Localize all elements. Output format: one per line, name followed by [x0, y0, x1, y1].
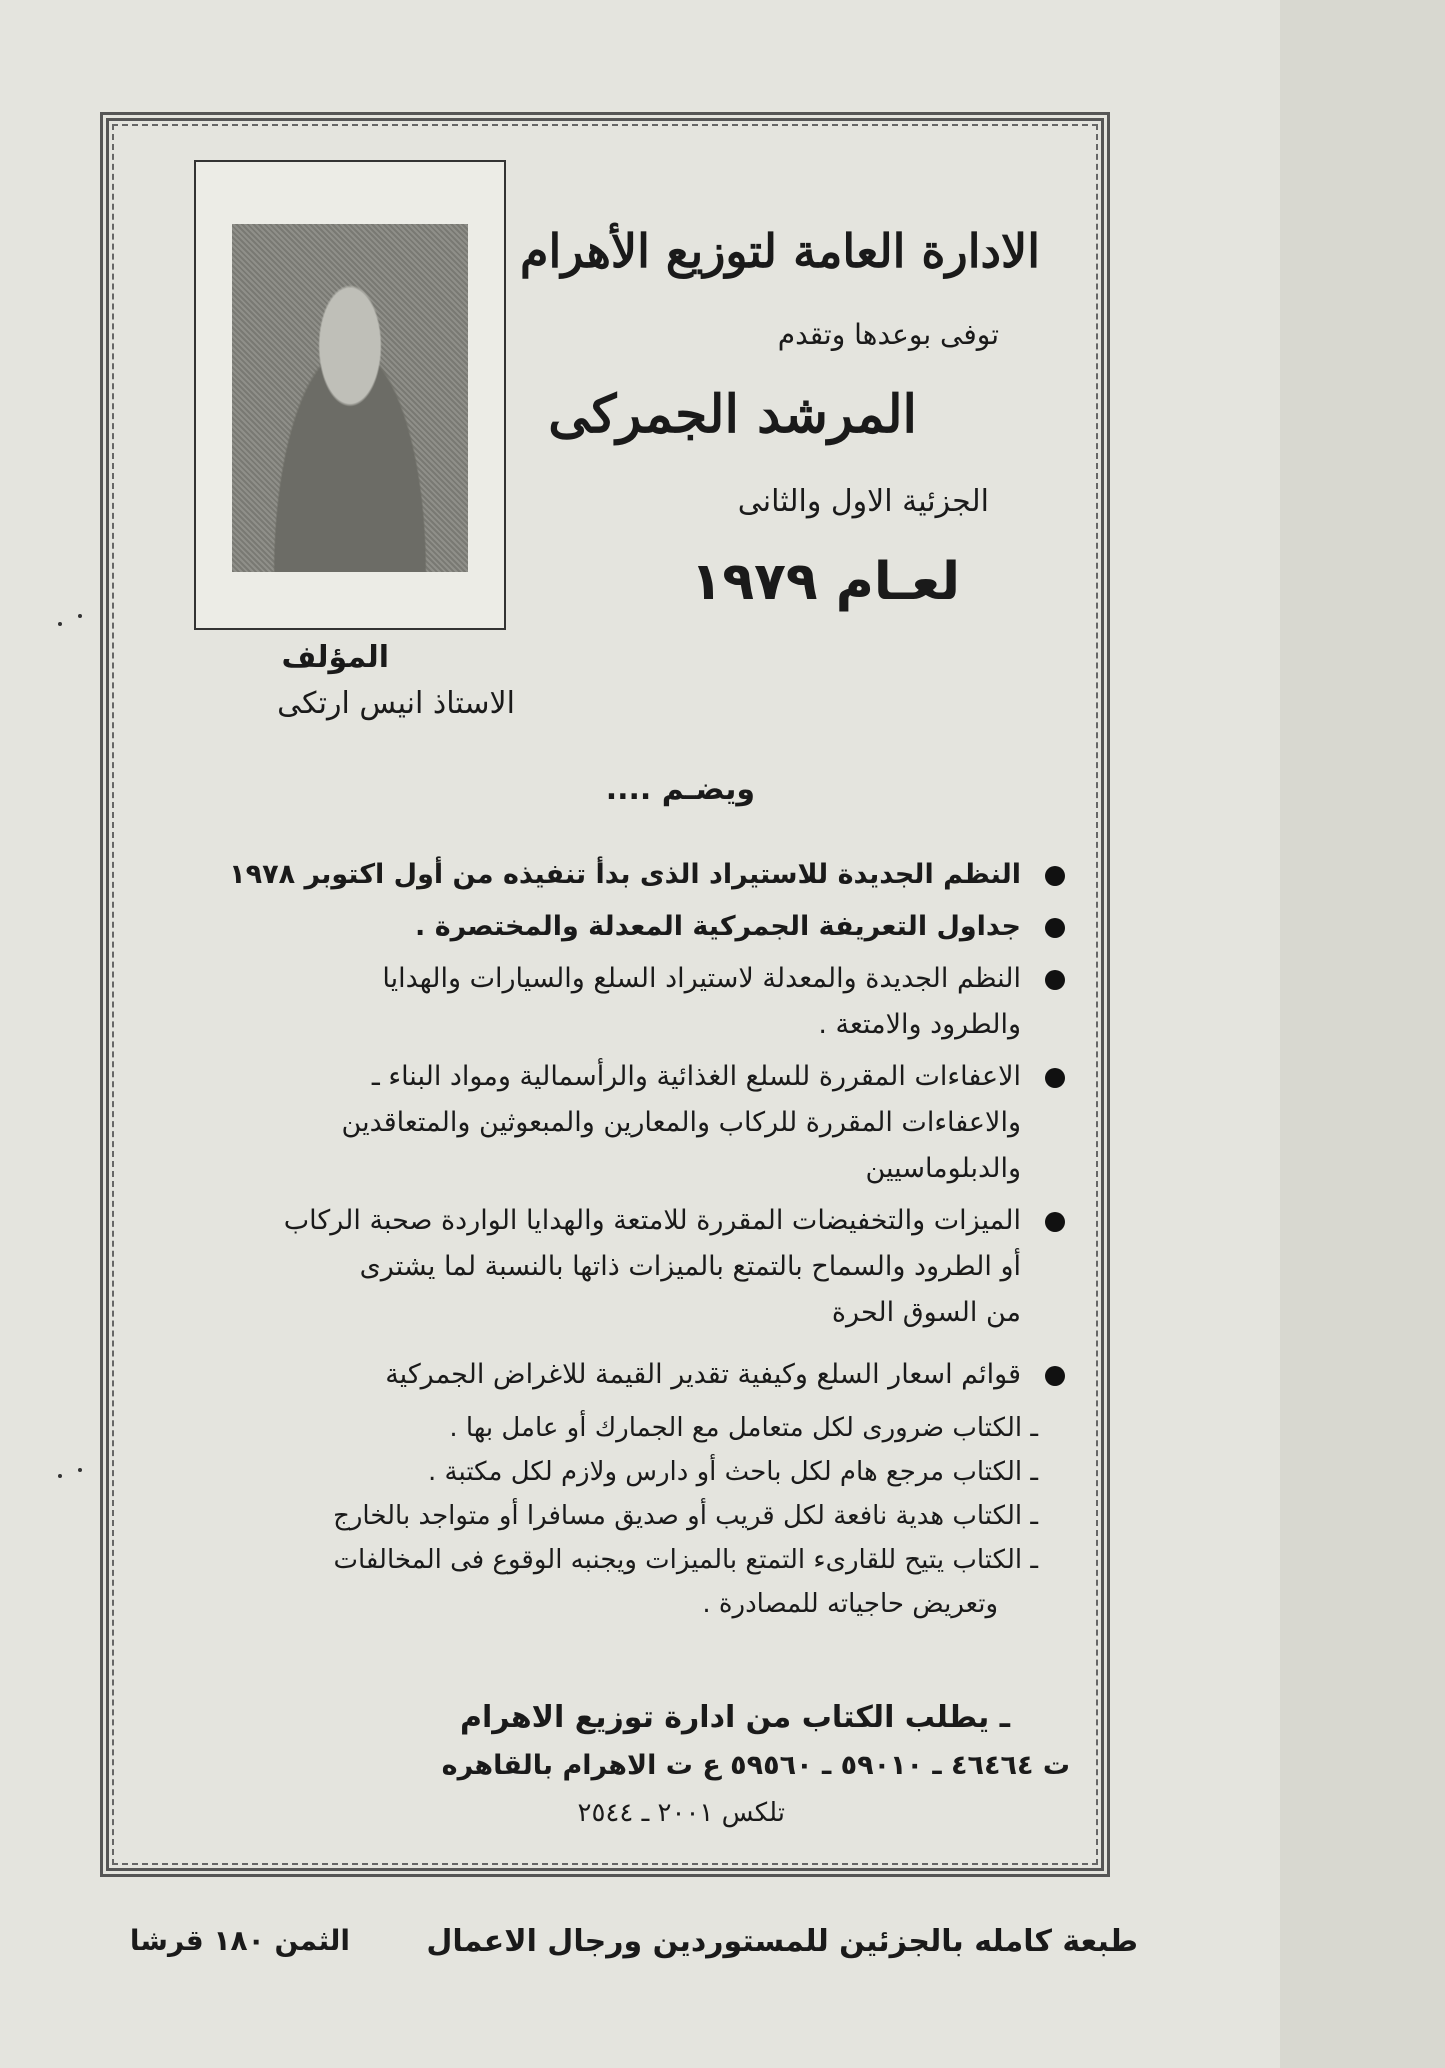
list-item-line: أو الطرود والسماح بالتمتع بالميزات ذاتها بالنسبة لما يشترى: [359, 1251, 1021, 1282]
publisher-heading: الادارة العامة لتوزيع الأهرام: [519, 224, 1040, 278]
order-telex: تلكس ٢٠٠١ ـ ٢٥٤٤: [577, 1798, 785, 1828]
list-item-line: من السوق الحرة: [831, 1297, 1021, 1328]
list-item: [195, 1054, 1065, 1192]
list-item-line: الميزات والتخفيضات المقررة للامتعة والهدايا الواردة صحبة الركاب: [283, 1205, 1021, 1236]
list-item: [195, 1198, 1065, 1336]
author-photo: [194, 160, 506, 630]
note-line: ـ الكتاب يتيح للقارىء التمتع بالميزات ويجنبه الوقوع فى المخالفات: [333, 1545, 1038, 1575]
bullet-icon: [1045, 866, 1065, 886]
list-item-line: جداول التعريفة الجمركية المعدلة والمختصرة .: [415, 911, 1021, 942]
tagline: توفى بوعدها وتقدم: [777, 318, 999, 351]
paper-speck: [58, 1474, 62, 1478]
edition-note: طبعة كامله بالجزئين للمستوردين ورجال الاعمال: [426, 1924, 1138, 1959]
book-parts: الجزئية الاول والثانى: [737, 484, 989, 519]
bullet-icon: [1045, 970, 1065, 990]
order-instruction: ـ يطلب الكتاب من ادارة توزيع الاهرام: [459, 1700, 1010, 1735]
bullet-icon: [1045, 918, 1065, 938]
paper-speck: [78, 1468, 82, 1472]
list-item-line: والدبلوماسيين: [865, 1153, 1021, 1184]
list-item: [195, 956, 1065, 1048]
bullet-icon: [1045, 1068, 1065, 1088]
list-item-line: الاعفاءات المقررة للسلع الغذائية والرأسمالية ومواد البناء ـ: [371, 1061, 1021, 1092]
author-label: المؤلف: [281, 640, 389, 675]
note-line: وتعريض حاجياته للمصادرة .: [702, 1589, 998, 1619]
book-title: المرشد الجمركى: [548, 384, 917, 445]
bullet-icon: [1045, 1366, 1065, 1386]
notes-list: [178, 1406, 1038, 1626]
list-item: [195, 1352, 1065, 1398]
author-portrait-image: [232, 224, 468, 572]
price-label: الثمن ١٨٠ قرشا: [129, 1924, 350, 1957]
note-line: ـ الكتاب ضرورى لكل متعامل مع الجمارك أو عامل بها .: [449, 1413, 1038, 1443]
includes-label: ويضـم ....: [605, 772, 755, 807]
list-item: [195, 904, 1065, 950]
list-item-line: والطرود والامتعة .: [818, 1009, 1021, 1040]
paper-speck: [78, 614, 82, 618]
list-item: [195, 852, 1065, 898]
author-name: الاستاذ انيس ارتكى: [277, 686, 515, 721]
page-fold: [1280, 0, 1445, 2068]
order-phones: ت ٤٦٤٦٤ ـ ٥٩٠١٠ ـ ٥٩٥٦٠ ع ت الاهرام بالقاهره: [441, 1750, 1070, 1781]
contents-list: [195, 852, 1065, 1404]
note-line: ـ الكتاب هدية نافعة لكل قريب أو صديق مسافرا أو متواجد بالخارج: [333, 1501, 1038, 1531]
bullet-icon: [1045, 1212, 1065, 1232]
paper-speck: [58, 622, 62, 626]
list-item-line: النظم الجديدة للاستيراد الذى بدأ تنفيذه من أول اكتوبر ١٩٧٨: [229, 859, 1021, 890]
list-item-line: والاعفاءات المقررة للركاب والمعارين والمبعوثين والمتعاقدين: [341, 1107, 1021, 1138]
book-year: لعـام ١٩٧٩: [690, 552, 960, 612]
list-item-line: النظم الجديدة والمعدلة لاستيراد السلع والسيارات والهدايا: [382, 963, 1021, 994]
list-item-line: قوائم اسعار السلع وكيفية تقدير القيمة للاغراض الجمركية: [385, 1359, 1021, 1390]
note-line: ـ الكتاب مرجع هام لكل باحث أو دارس ولازم لكل مكتبة .: [428, 1457, 1038, 1487]
